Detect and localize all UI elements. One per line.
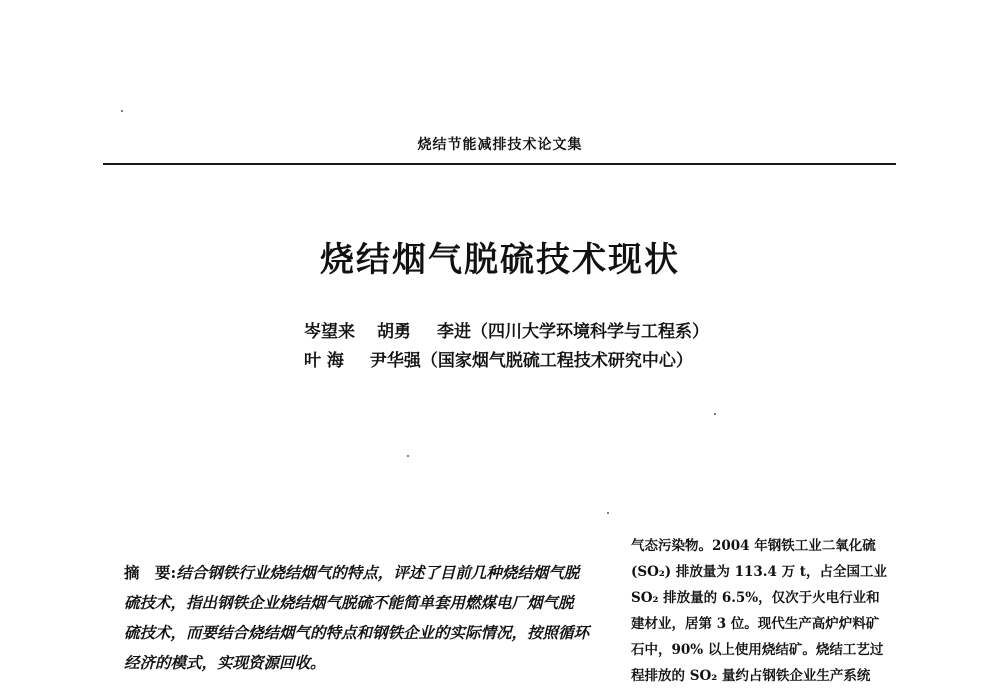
header-rule [103, 163, 896, 165]
scan-speck [714, 413, 716, 415]
body-line: 气态污染物。2004 年钢铁工业二氧化硫 [631, 538, 876, 554]
abstract-line [124, 558, 602, 588]
body-line: SO₂ 排放量的 6.5%，仅次于火电行业和 [631, 590, 880, 606]
scan-speck [407, 455, 409, 457]
body-line: 石中，90% 以上使用烧结矿。烧结工艺过 [631, 642, 884, 658]
author-name: 叶 海 [304, 351, 344, 371]
author-name: 胡勇 [377, 322, 411, 342]
author-name-affiliation: 尹华强（国家烟气脱硫工程技术研究中心） [369, 351, 693, 371]
scan-speck [607, 512, 609, 514]
abstract-text: 结合钢铁行业烧结烟气的特点，评述了目前几种烧结烟气脱 [176, 563, 580, 582]
author-name: 岑望来 [304, 322, 355, 342]
author-name-affiliation: 李进（四川大学环境科学与工程系） [437, 322, 709, 342]
running-header: 烧结节能减排技术论文集 [417, 137, 583, 153]
paper-title: 烧结烟气脱硫技术现状 [320, 240, 680, 280]
body-line: (SO₂) 排放量为 113.4 万 t，占全国工业 [631, 564, 888, 580]
abstract-line: 经济的模式，实现资源回收。 [124, 653, 326, 672]
abstract [124, 558, 602, 678]
abstract-line: 硫技术，而要结合烧结烟气的特点和钢铁企业的实际情况，按照循环 [124, 623, 590, 642]
scan-speck [121, 110, 123, 112]
body-line: 建材业，居第 3 位。现代生产高炉炉料矿 [631, 616, 880, 632]
author-line-1 [304, 317, 709, 342]
body-line: 程排放的 SO₂ 量约占钢铁企业生产系统 [631, 668, 871, 684]
author-line-2 [304, 346, 693, 371]
body-text-right-column [631, 533, 899, 689]
abstract-label: 摘 要: [124, 563, 177, 582]
abstract-line: 硫技术，指出钢铁企业烧结烟气脱硫不能简单套用燃煤电厂烟气脱 [124, 593, 574, 612]
